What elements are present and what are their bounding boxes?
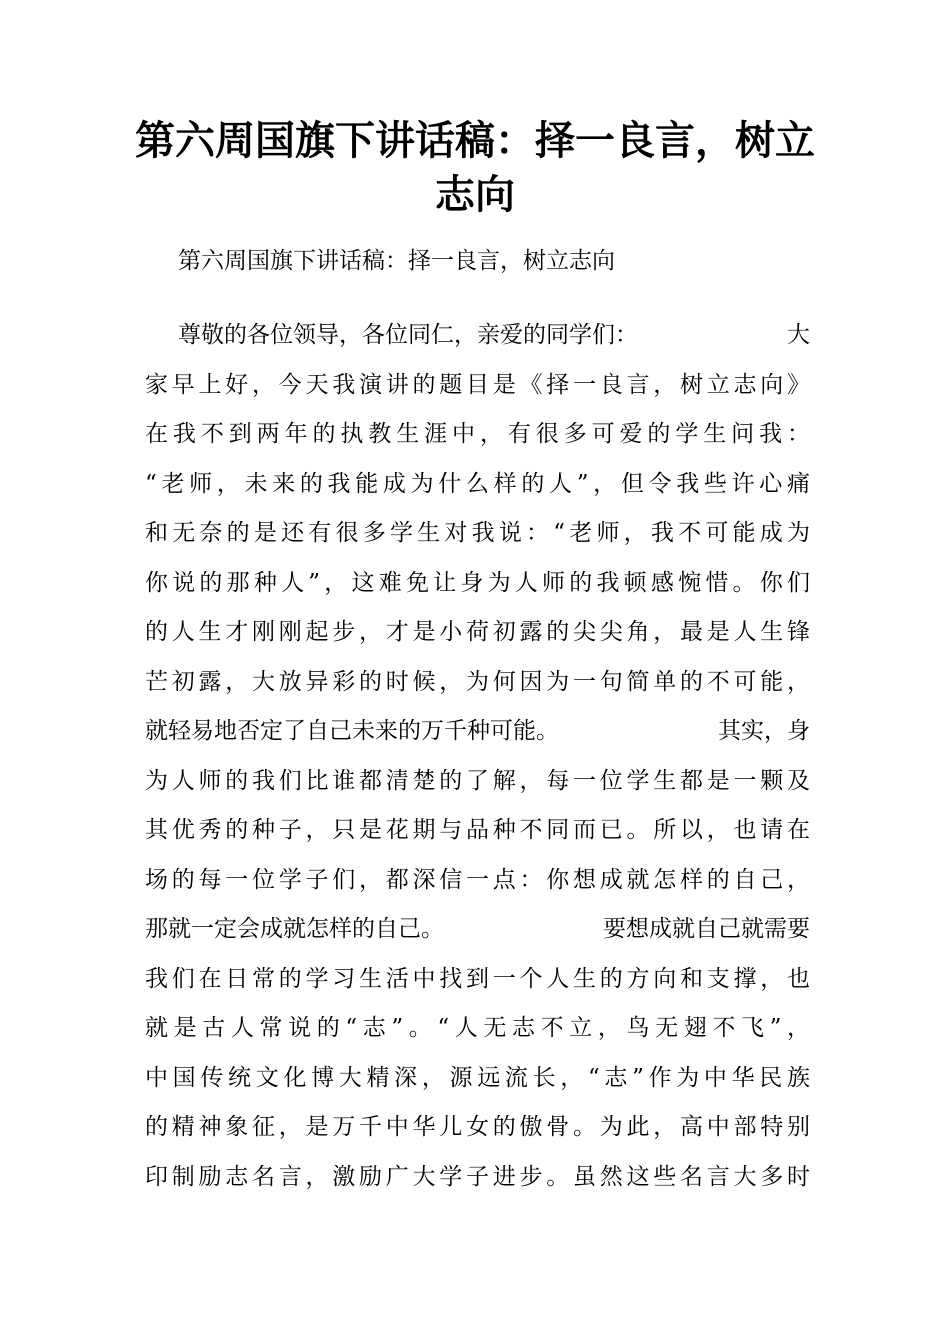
body-line bbox=[145, 716, 810, 766]
body-line: 我们在日常的学习生活中找到一个人生的方向和支撑，也 bbox=[145, 965, 810, 992]
body-line: 的人生才刚刚起步，才是小荷初露的尖尖角，最是人生锋 bbox=[145, 619, 810, 645]
body-line: 场的每一位学子们，都深信一点：你想成就怎样的自己， bbox=[145, 866, 810, 893]
body-line: 就是古人常说的“志”。“人无志不立，鸟无翅不飞”， bbox=[145, 1015, 810, 1041]
body-line: 的精神象征，是万千中华儿女的傲骨。为此，高中部特别 bbox=[145, 1114, 810, 1140]
body-line: 为人师的我们比谁都清楚的了解，每一位学生都是一颗及 bbox=[145, 767, 810, 794]
body-line: 芒初露，大放异彩的时候，为何因为一句简单的不可能， bbox=[145, 668, 810, 695]
line-tail: 其实，身 bbox=[718, 718, 810, 744]
body-line: 在我不到两年的执教生涯中，有很多可爱的学生问我： bbox=[145, 421, 810, 447]
body-line bbox=[145, 320, 810, 370]
body-line: 印制励志名言，激励广大学子进步。虽然这些名言大多时 bbox=[145, 1163, 810, 1190]
body-line: 其优秀的种子，只是花期与品种不同而已。所以，也请在 bbox=[145, 817, 810, 843]
salutation: 尊敬的各位领导，各位同仁，亲爱的同学们： bbox=[178, 322, 638, 348]
body-line: 家早上好，今天我演讲的题目是《择一良言，树立志向》 bbox=[145, 371, 810, 398]
line-tail: 要想成就自己就需要 bbox=[603, 916, 810, 942]
body-line: 中国传统文化博大精深，源远流长，“志”作为中华民族 bbox=[145, 1064, 810, 1091]
document-title bbox=[120, 114, 830, 222]
body-line: “老师，未来的我能成为什么样的人”，但令我些许心痛 bbox=[145, 470, 810, 497]
line-text: 就轻易地否定了自己未来的万千种可能。 bbox=[145, 718, 559, 744]
title-line-2: 志向 bbox=[435, 171, 515, 218]
line-tail: 大 bbox=[787, 322, 810, 348]
body-line bbox=[145, 914, 810, 964]
document-subtitle: 第六周国旗下讲话稿：择一良言，树立志向 bbox=[178, 248, 615, 274]
body-line: 和无奈的是还有很多学生对我说：“老师，我不可能成为 bbox=[145, 520, 810, 546]
title-line-1: 第六周国旗下讲话稿：择一良言，树立 bbox=[135, 117, 815, 164]
body-line: 你说的那种人”，这难免让身为人师的我顿感惋惜。你们 bbox=[145, 569, 810, 596]
body-text bbox=[145, 320, 810, 1211]
line-text: 那就一定会成就怎样的自己。 bbox=[145, 916, 444, 942]
